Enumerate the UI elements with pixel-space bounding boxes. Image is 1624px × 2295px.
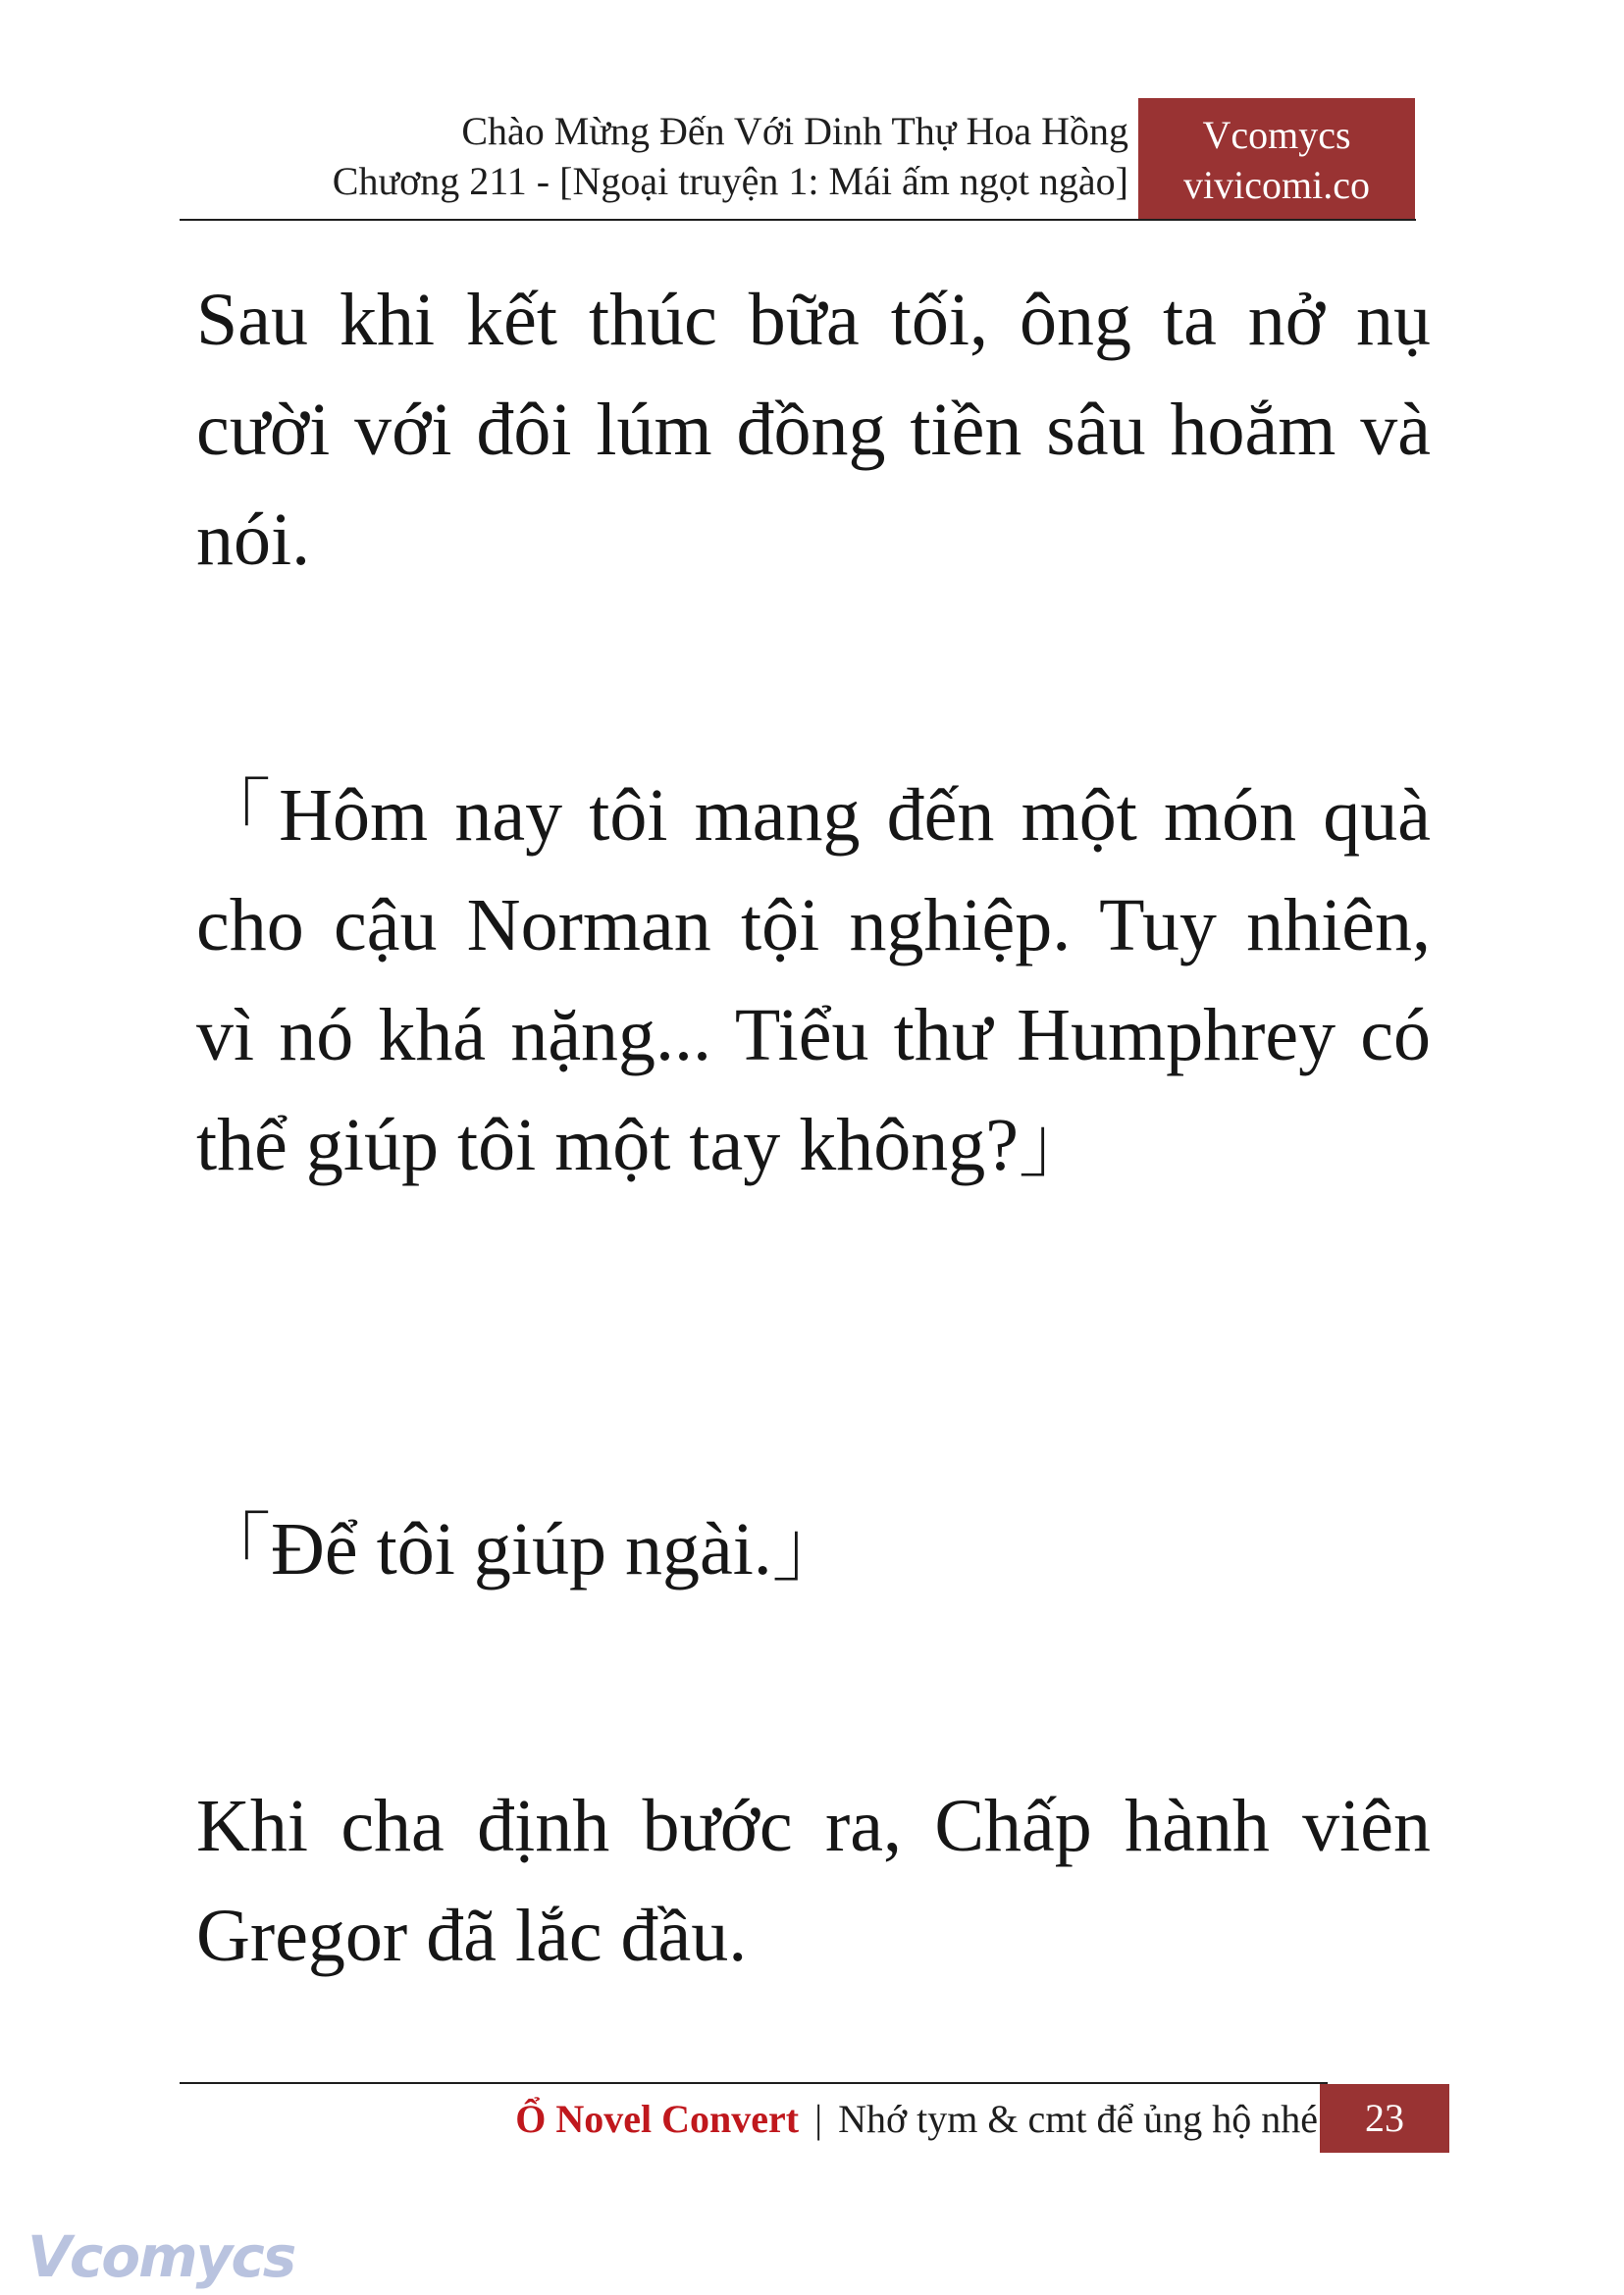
page-number: 23 (1320, 2084, 1449, 2153)
paragraph-2: 「Hôm nay tôi mang đến một món quà cho cậu Norman tội nghiệp. Tuy nhiên, vì nó khá nặng... Tiểu thư Humphrey có thể giúp tôi một tay không?」 (196, 774, 1431, 1186)
chapter-title: Chương 211 - [Ngoại truyện 1: Mái ấm ngọt ngào] (332, 159, 1128, 203)
book-title: Chào Mừng Đến Với Dinh Thự Hoa Hồng (461, 109, 1128, 153)
footer-message: Nhớ tym & cmt để ủng hộ nhé (838, 2097, 1318, 2141)
watermark-logo: Vcomycs (27, 2223, 295, 2290)
footer-brand: Ổ Novel Convert (515, 2097, 800, 2141)
header-divider (180, 219, 1416, 221)
site-badge (1138, 98, 1415, 220)
footer-divider (180, 2082, 1328, 2084)
footer-separator: | (814, 2097, 823, 2141)
paragraph-1: Sau khi kết thúc bữa tối, ông ta nở nụ cười với đôi lúm đồng tiền sâu hoắm và nói. (196, 279, 1431, 581)
paragraph-3: 「Để tôi giúp ngài.」 (196, 1508, 847, 1591)
page-footer (180, 2090, 1318, 2149)
site-badge-name: Vcomycs (1202, 113, 1351, 157)
site-badge-url: vivicomi.co (1183, 163, 1370, 207)
paragraph-4: Khi cha định bước ra, Chấp hành viên Gregor đã lắc đầu. (196, 1785, 1431, 1977)
page-header (177, 106, 1128, 206)
